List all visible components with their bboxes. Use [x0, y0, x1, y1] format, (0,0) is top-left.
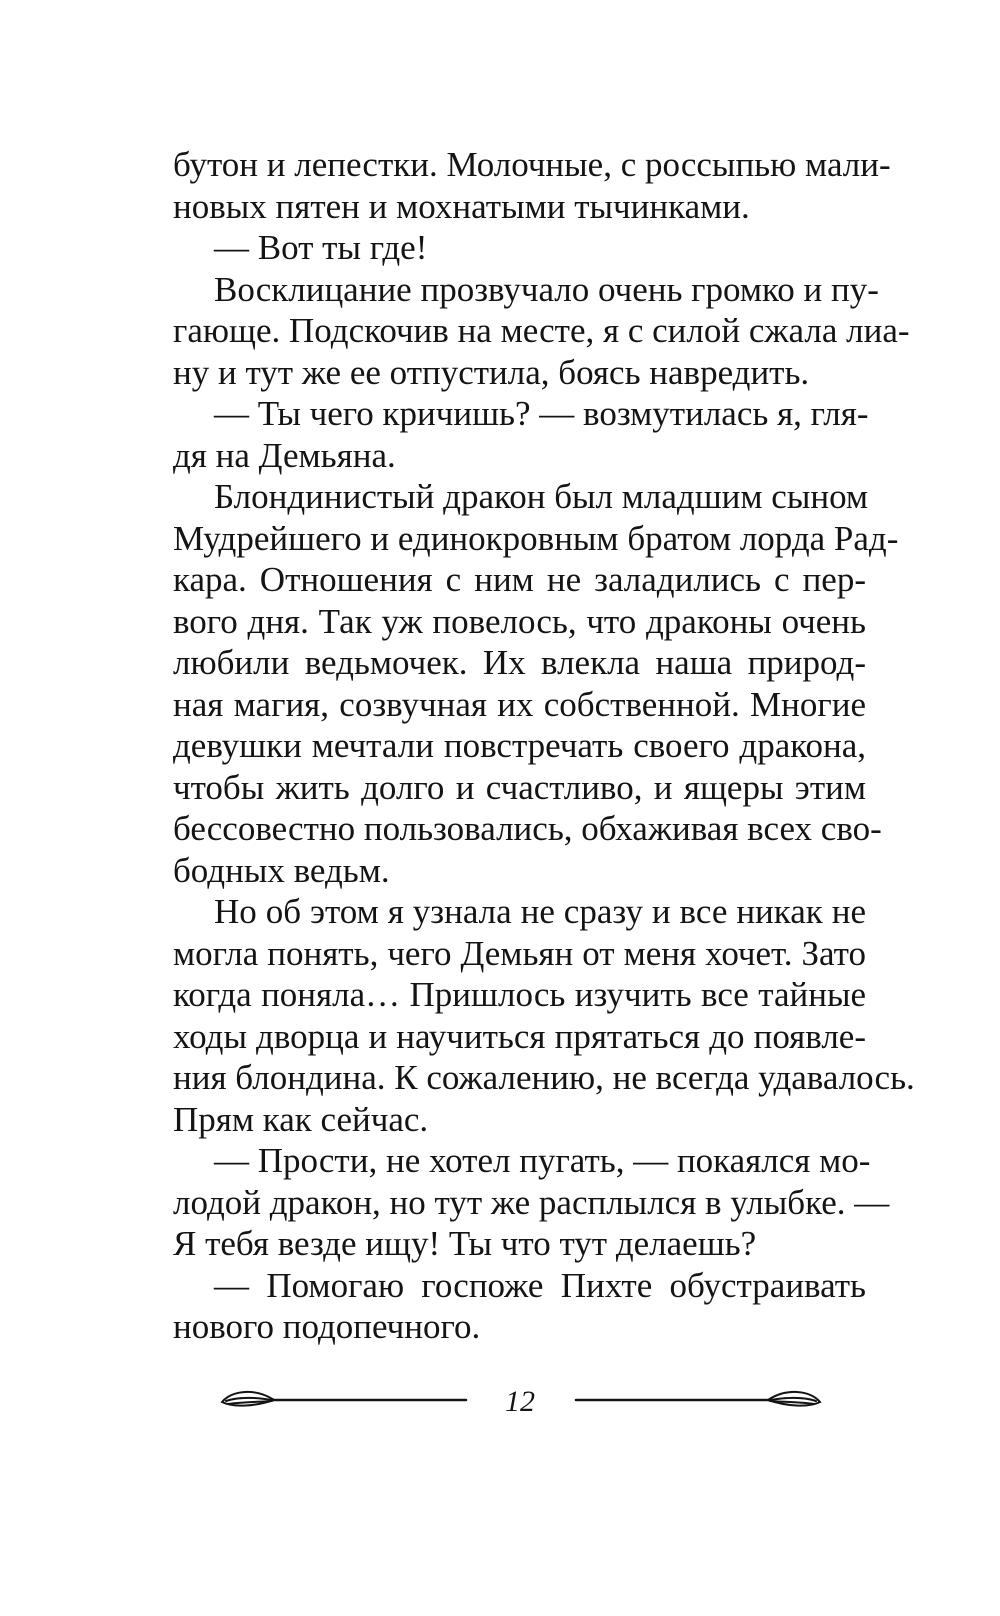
- text-line: — Вот ты где!: [214, 228, 428, 267]
- body-text: [173, 144, 915, 1348]
- text-line: могла понять, чего Демьян от меня хочет. Зато: [173, 933, 866, 973]
- text-line: нового подопечного.: [173, 1307, 481, 1346]
- text-line: новых пятен и мохнатыми тычинками.: [173, 186, 750, 226]
- text-line: бутон и лепестки. Молочные, с россыпью мали-: [173, 145, 891, 184]
- text-line: лодой дракон, но тут же расплылся в улыбке. —: [173, 1182, 890, 1222]
- text-line: Прям как сейчас.: [173, 1099, 429, 1139]
- left-leaf-ornament-icon: [218, 1380, 468, 1420]
- text-line: — Помогаю госпоже Пихте обустраивать: [214, 1265, 866, 1305]
- right-leaf-ornament-icon: [574, 1380, 824, 1420]
- text-line: гающе. Подскочив на месте, я с силой сжала лиа-: [173, 311, 910, 350]
- text-line: бессовестно пользовались, обхаживая всех сво-: [173, 809, 882, 848]
- text-line: Восклицание прозвучало очень громко и пу-: [214, 269, 879, 309]
- text-line: Блондинистый дракон был младшим сыном: [214, 477, 869, 516]
- text-line: бодных ведьм.: [173, 850, 390, 890]
- text-line: вого дня. Так уж повелось, что драконы очень: [173, 601, 866, 641]
- page-number: 12: [505, 1385, 535, 1418]
- text-line: ну и тут же ее отпустила, боясь навредить.: [173, 352, 810, 392]
- text-line: — Ты чего кричишь? — возмутилась я, гля-: [214, 394, 869, 433]
- text-line: девушки мечтали повстречать своего дракона,: [173, 726, 866, 765]
- text-line: — Прости, не хотел пугать, — покаялся мо-: [214, 1141, 871, 1180]
- text-line: дя на Демьяна.: [173, 435, 396, 475]
- text-line: Но об этом я узнала не сразу и все никак не: [214, 892, 866, 931]
- text-line: когда поняла… Пришлось изучить все тайные: [173, 975, 866, 1014]
- text-line: чтобы жить долго и счастливо, и ящеры этим: [173, 767, 866, 807]
- text-line: любили ведьмочек. Их влекла наша природ-: [173, 643, 866, 682]
- text-line: Мудрейшего и единокровным братом лорда Рад-: [173, 518, 899, 558]
- text-line: ния блондина. К сожалению, не всегда удавалось.: [173, 1058, 915, 1097]
- text-line: ходы дворца и научиться прятаться до появле-: [173, 1016, 866, 1056]
- text-line: ная магия, созвучная их собственной. Многие: [173, 684, 866, 724]
- page-footer: [0, 1380, 1000, 1440]
- text-line: Я тебя везде ищу! Ты что тут делаешь?: [173, 1224, 757, 1263]
- text-line: кара. Отношения с ним не заладились с пер-: [173, 560, 866, 599]
